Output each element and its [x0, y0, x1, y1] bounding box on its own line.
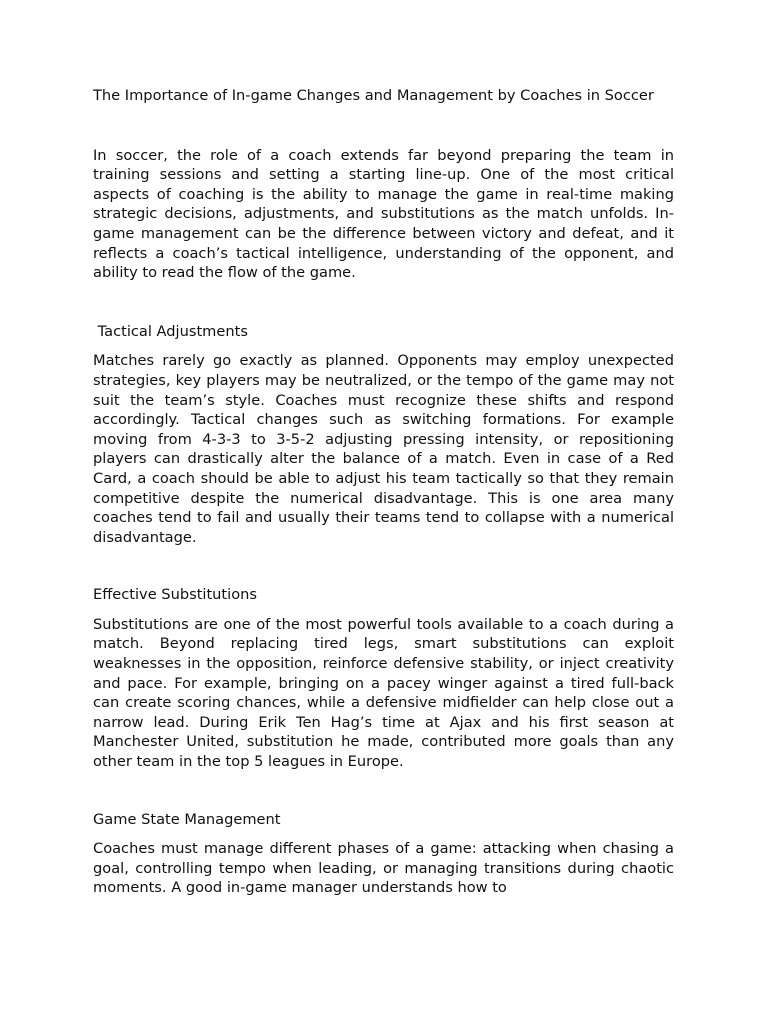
section-body-game-state-management: Coaches must manage different phases of a game: attacking when chasing a goal, controlling tempo when leading, or managing transitions during chaotic moments. A good in-game manager understands how to	[93, 840, 674, 897]
intro-paragraph: In soccer, the role of a coach extends far beyond preparing the team in training sessions and setting a starting line-up. One of the most critical aspects of coaching is the ability to manage the game in real-time making strategic decisions, adjustments, and substitutions as the match unfolds. In-game management can be the difference between victory and defeat, and it reflects a coach’s tactical intelligence, understanding of the opponent, and ability to read the flow of the game.	[93, 146, 674, 282]
section-body-tactical-adjustments: Matches rarely go exactly as planned. Opponents may employ unexpected strategies, key players may be neutralized, or the tempo of the game may not suit the team’s style. Coaches must recognize these shifts and respond accordingly. Tactical changes such as switching formations. For example moving from 4-3-3 to 3-5-2 adjusting pressing intensity, or repositioning players can drastically alter the balance of a match. Even in case of a Red Card, a coach should be able to adjust his team tactically so that they remain competitive despite the numerical disadvantage. This is one area many coaches tend to fail and usually their teams tend to collapse with a numerical disadvantage.	[93, 352, 674, 546]
section-heading-effective-substitutions: Effective Substitutions	[93, 586, 257, 604]
section-heading-game-state-management: Game State Management	[93, 810, 281, 828]
document-title: The Importance of In-game Changes and Management by Coaches in Soccer	[93, 87, 654, 104]
section-heading-tactical-adjustments: Tactical Adjustments	[93, 322, 248, 340]
section-body-effective-substitutions: Substitutions are one of the most powerful tools available to a coach during a match. Beyond replacing tired legs, smart substitutions can exploit weaknesses in the opposition, reinforce defensive stability, or inject creativity and pace. For example, bringing on a pacey winger against a tired full-back can create scoring chances, while a defensive midfielder can help close out a narrow lead. During Erik Ten Hag’s time at Ajax and his first season at Manchester United, substitution he made, contributed more goals than any other team in the top 5 leagues in Europe.	[93, 615, 674, 771]
document-page	[93, 86, 674, 898]
